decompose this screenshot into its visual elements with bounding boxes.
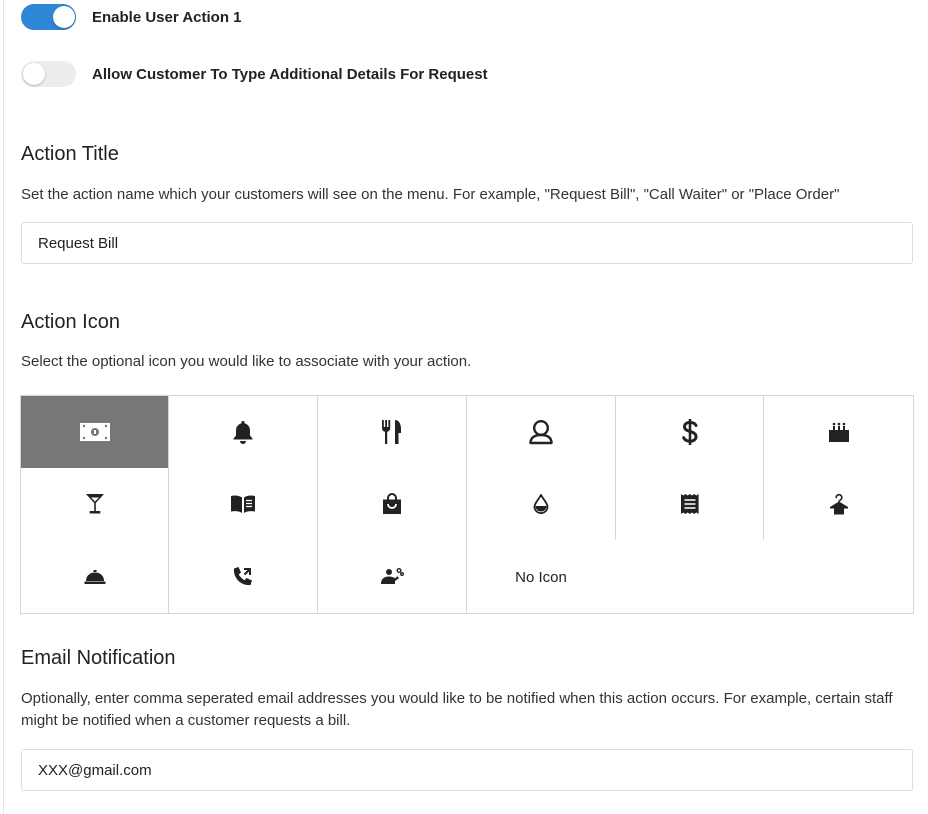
dollar-sign-icon	[681, 418, 699, 446]
people-carry-icon	[380, 567, 404, 587]
bell-icon	[232, 420, 254, 444]
money-bill-icon	[79, 422, 111, 442]
shopping-bag-icon	[382, 493, 402, 515]
action-icon-description: Select the optional icon you would like to associate with your action.	[21, 353, 472, 370]
toggle-knob	[53, 6, 75, 28]
enable-user-action-toggle[interactable]	[21, 4, 76, 30]
email-notification-input[interactable]	[21, 749, 913, 791]
tint-icon	[533, 494, 549, 514]
toggle-knob	[23, 63, 45, 85]
user-icon	[528, 419, 554, 445]
icon-option-money-bill[interactable]	[21, 396, 168, 468]
email-notification-description-line2: might be notified when a customer requests a bill.	[21, 712, 351, 729]
icon-option-concierge-bell[interactable]	[21, 541, 168, 613]
cocktail-icon	[85, 493, 105, 515]
no-icon-label: No Icon	[515, 568, 567, 586]
icon-option-tint[interactable]	[467, 468, 615, 540]
icon-option-receipt[interactable]	[616, 468, 763, 540]
enable-user-action-label: Enable User Action 1	[92, 8, 242, 26]
allow-additional-details-toggle[interactable]	[21, 61, 76, 87]
icon-option-utensils[interactable]	[318, 396, 466, 468]
icon-option-dollar-sign[interactable]	[616, 396, 763, 468]
icon-option-phone-volume[interactable]	[169, 541, 317, 613]
email-notification-description-line1: Optionally, enter comma seperated email addresses you would like to be notified when this action occurs. For example, certain staff	[21, 690, 893, 707]
book-open-icon	[230, 494, 256, 514]
phone-volume-icon	[232, 566, 254, 588]
allow-additional-details-label: Allow Customer To Type Additional Details For Request	[92, 65, 488, 83]
action-title-description: Set the action name which your customers will see on the menu. For example, "Request Bill", "Call Waiter" or "Place Order"	[21, 186, 840, 203]
toggle-row-enable-action	[21, 4, 242, 30]
icon-option-bell[interactable]	[169, 396, 317, 468]
icon-grid	[20, 395, 914, 614]
icon-option-cocktail[interactable]	[21, 468, 168, 540]
email-notification-heading: Email Notification	[21, 647, 176, 669]
icon-option-shopping-bag[interactable]	[318, 468, 466, 540]
action-title-input[interactable]	[21, 222, 913, 264]
action-title-heading: Action Title	[21, 143, 119, 165]
action-icon-heading: Action Icon	[21, 311, 120, 333]
concierge-bell-icon	[84, 569, 106, 585]
icon-option-user[interactable]	[467, 396, 615, 468]
left-divider	[3, 0, 4, 814]
icon-option-no-icon[interactable]	[467, 541, 615, 613]
icon-option-coat-hanger[interactable]	[764, 468, 913, 540]
utensils-icon	[381, 419, 403, 445]
receipt-icon	[680, 493, 700, 515]
icon-option-birthday-cake[interactable]	[764, 396, 913, 468]
toggle-row-additional-details	[21, 61, 488, 87]
icon-option-people-carry[interactable]	[318, 541, 466, 613]
icon-option-book-open[interactable]	[169, 468, 317, 540]
coat-hanger-icon	[829, 493, 849, 515]
birthday-cake-icon	[828, 421, 850, 443]
